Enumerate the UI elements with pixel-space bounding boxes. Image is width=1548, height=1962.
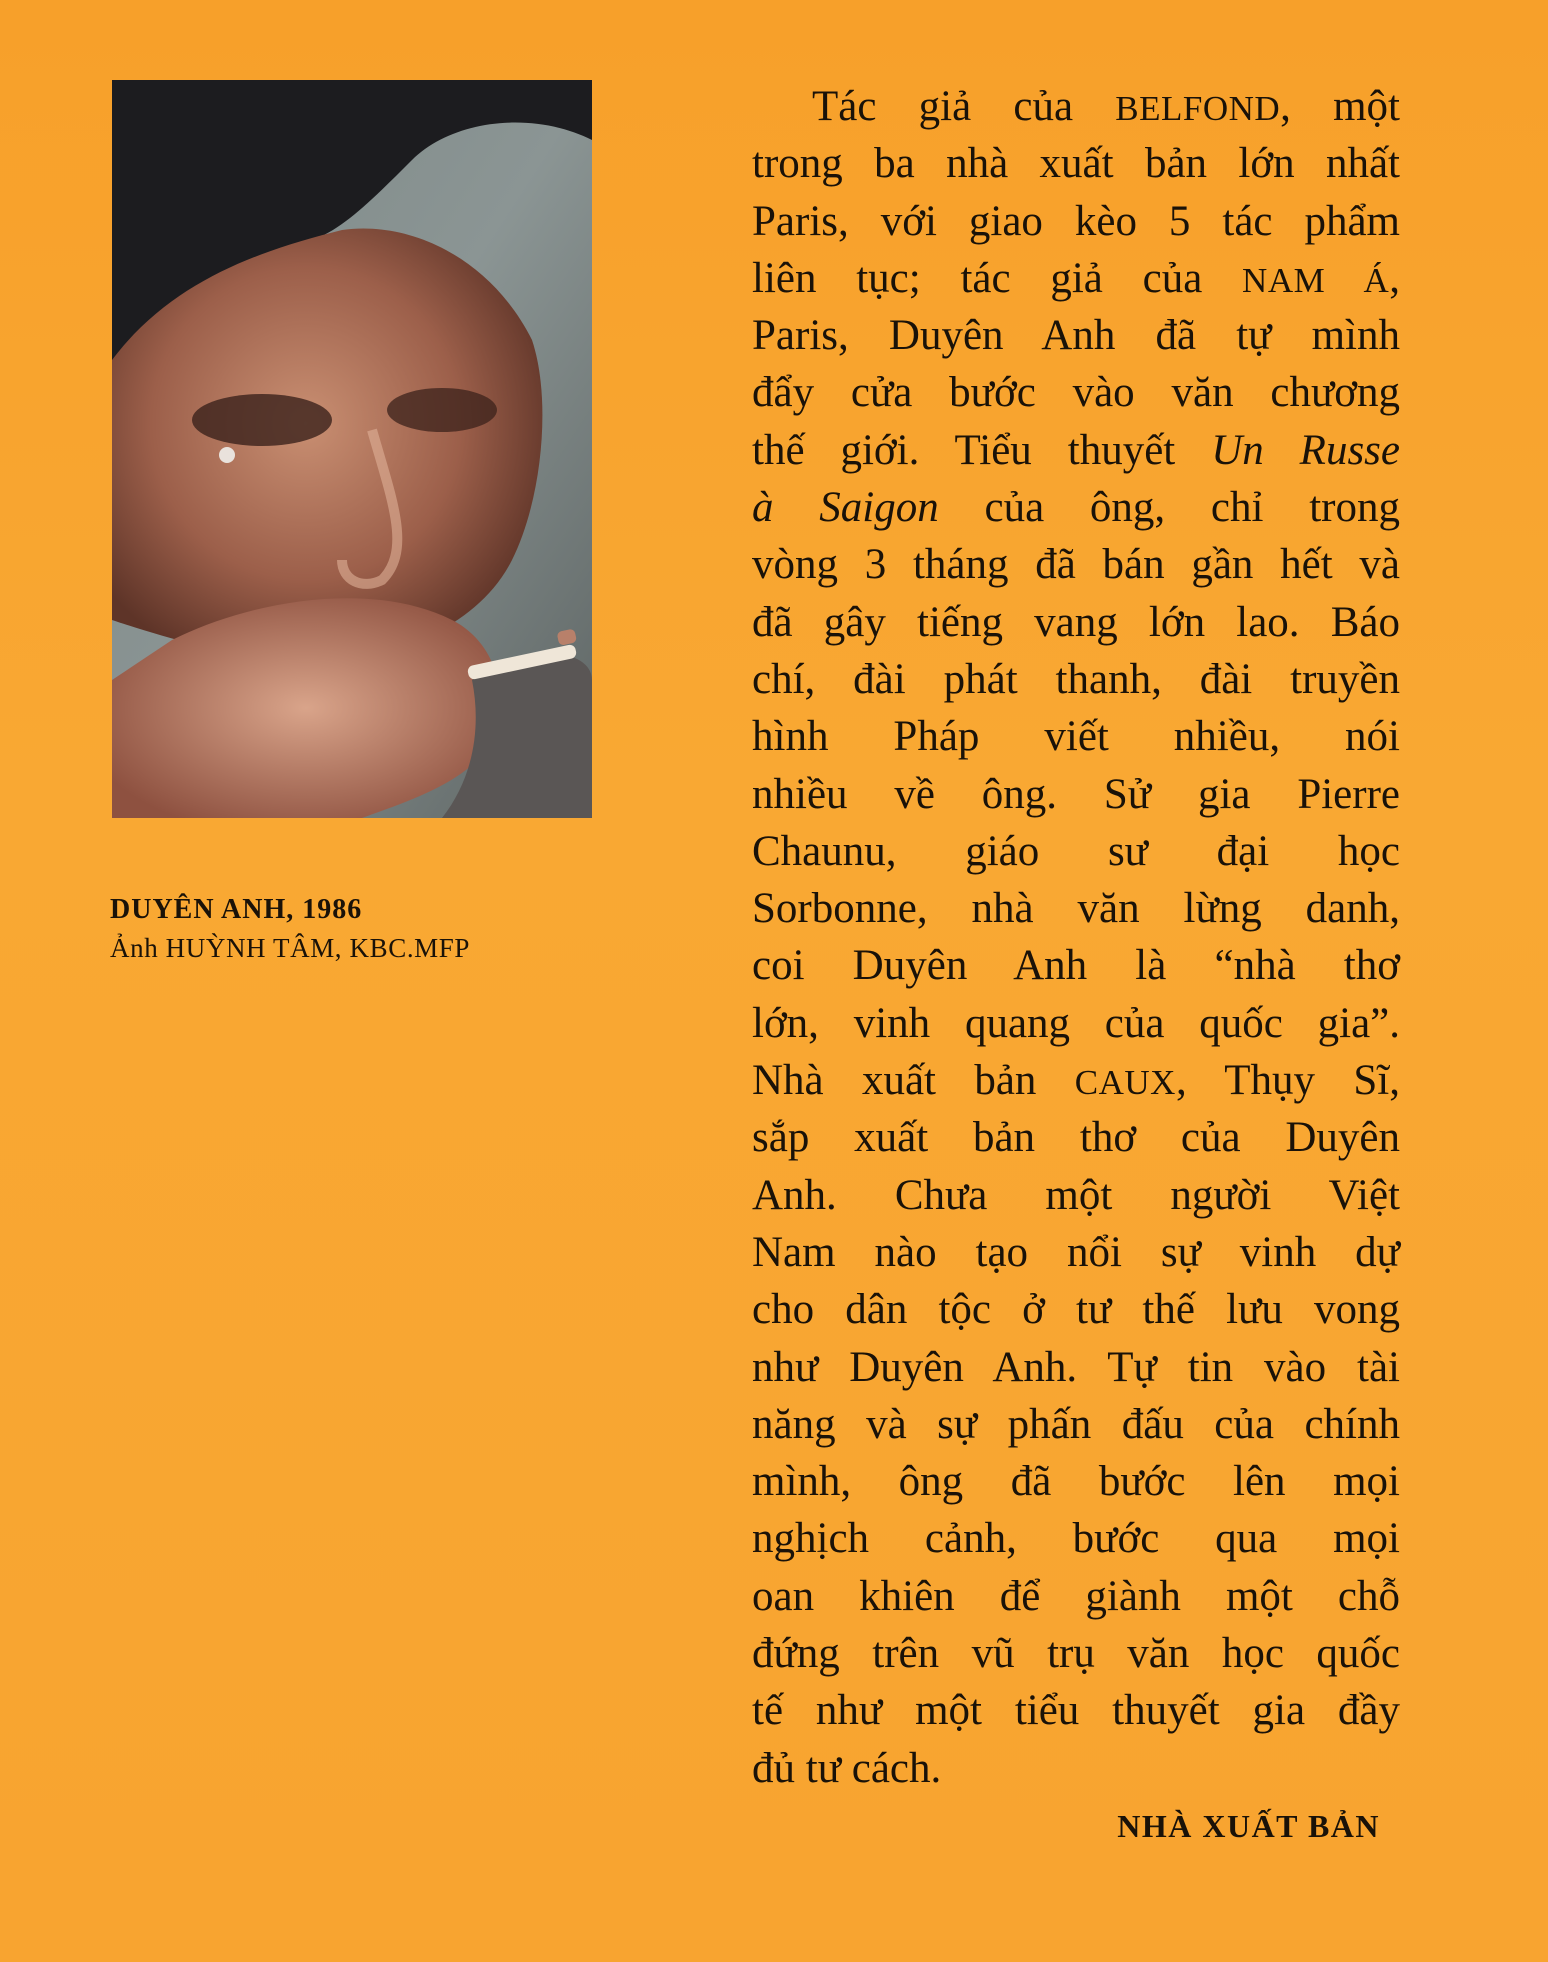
- text-line: lớn, vinh quang của quốc gia”.: [752, 999, 1400, 1047]
- text-line: Anh. Chưa một người Việt: [752, 1171, 1400, 1219]
- text-line: sắp xuất bản thơ của Duyên: [752, 1114, 1400, 1162]
- text-line: đứng trên vũ trụ văn học quốc: [752, 1630, 1400, 1678]
- text-line: đẩy cửa bước vào văn chương: [752, 369, 1400, 417]
- text-line: đã gây tiếng vang lớn lao. Báo: [752, 598, 1400, 646]
- text-line: đủ tư cách.: [752, 1744, 942, 1792]
- publisher-signature: NHÀ XUẤT BẢN: [1117, 1808, 1380, 1844]
- text-line: nghịch cảnh, bước qua mọi: [752, 1515, 1400, 1563]
- text-line: Paris, Duyên Anh đã tự mình: [752, 312, 1400, 360]
- text-line: chí, đài phát thanh, đài truyền: [752, 655, 1400, 703]
- portrait-image: [112, 80, 592, 818]
- text-line: hình Pháp viết nhiều, nói: [752, 713, 1400, 761]
- text-line: trong ba nhà xuất bản lớn nhất: [752, 140, 1400, 188]
- text-line: Sorbonne, nhà văn lừng danh,: [752, 885, 1400, 933]
- photo-caption: [110, 892, 630, 966]
- text-line: oan khiên để giành một chỗ: [752, 1572, 1400, 1620]
- blurb-text: [752, 78, 1400, 1797]
- text-line: thế giới. Tiểu thuyết Un Russe: [752, 426, 1401, 474]
- text-line: như Duyên Anh. Tự tin vào tài: [752, 1343, 1400, 1391]
- text-line: năng và sự phấn đấu của chính: [752, 1400, 1400, 1448]
- text-line: tế như một tiểu thuyết gia đầy: [752, 1687, 1400, 1735]
- text-line: liên tục; tác giả của NAM Á,: [752, 254, 1400, 302]
- text-line: Tác giả của BELFOND, một: [812, 83, 1400, 130]
- caption-photo-credit: Ảnh HUỲNH TÂM, KBC.MFP: [110, 933, 471, 963]
- text-line: coi Duyên Anh là “nhà thơ: [752, 942, 1400, 990]
- text-line: Nhà xuất bản CAUX, Thụy Sĩ,: [752, 1057, 1400, 1105]
- text-line: cho dân tộc ở tư thế lưu vong: [752, 1286, 1400, 1334]
- text-line: vòng 3 tháng đã bán gần hết và: [752, 541, 1400, 589]
- text-line: Nam nào tạo nổi sự vinh dự: [752, 1228, 1400, 1276]
- text-line: Chaunu, giáo sư đại học: [752, 827, 1400, 875]
- caption-author-name: DUYÊN ANH, 1986: [110, 894, 363, 925]
- text-line: à Saigon của ông, chỉ trong: [752, 484, 1400, 532]
- author-portrait-photo: [112, 80, 592, 818]
- text-line: Paris, với giao kèo 5 tác phẩm: [752, 197, 1400, 245]
- text-line: nhiều về ông. Sử gia Pierre: [752, 770, 1400, 818]
- text-line: mình, ông đã bước lên mọi: [752, 1458, 1400, 1506]
